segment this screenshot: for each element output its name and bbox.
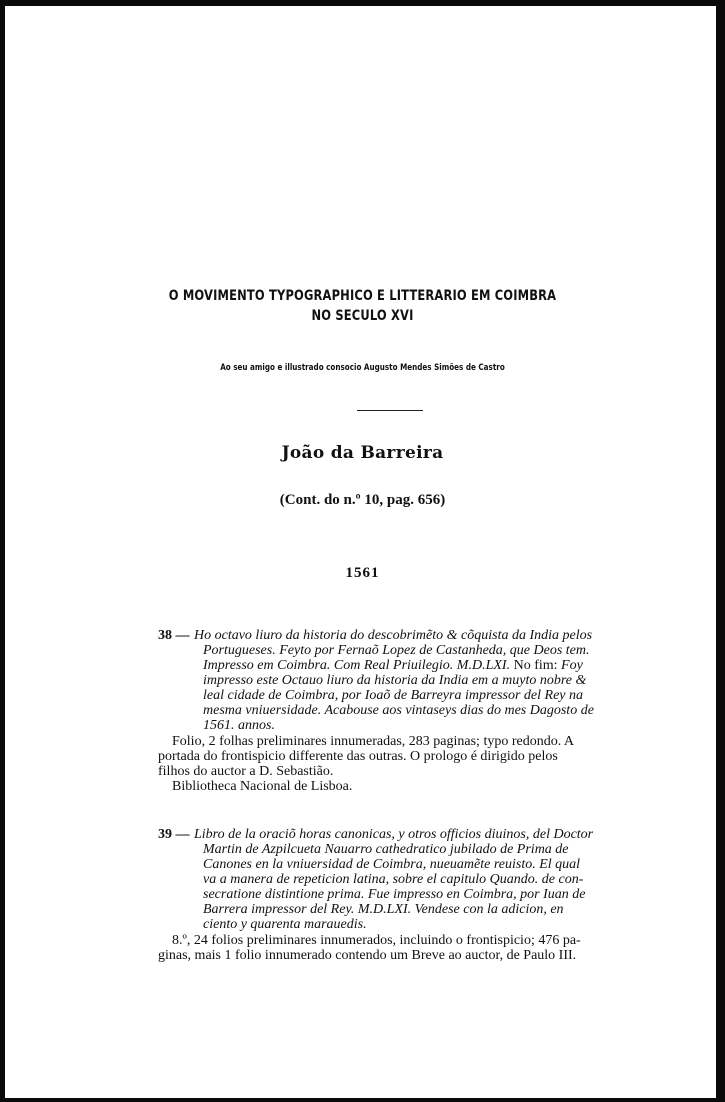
entry-title-segment: Foy <box>557 658 583 673</box>
entry-title-line: Libro de la oraciõ horas canonicas, y otros officios diuinos, del Doctor <box>194 827 594 842</box>
entry-title-line-mixed <box>203 658 583 673</box>
entry-title-line: Ho octavo liuro da historia do descobrimẽto & cõquista da India pelos <box>194 628 593 643</box>
entry-library-note: Bibliotheca Nacional de Lisboa. <box>172 779 353 794</box>
entry-title-line: ciento y quarenta marauedis. <box>203 917 367 932</box>
entry-title-line: Portugueses. Feyto por Fernaõ Lopez de Castanheda, que Deos tem. <box>203 643 590 658</box>
entry-description-line: portada do frontispicio differente das outras. O prologo é dirigido pelos <box>158 749 558 764</box>
dedication: Ao seu amigo e illustrado consocio Augusto Mendes Simões de Castro <box>220 363 505 373</box>
entry-description-line: Folio, 2 folhas preliminares innumeradas, 283 paginas; typo redondo. A <box>172 734 575 749</box>
continuation-note: (Cont. do n.º 10, pag. 656) <box>279 492 446 508</box>
entry-title-line: impresso este Octauo liuro da historia da India em a muyto nobre & <box>203 673 587 688</box>
entry-description-line: 8.º, 24 folios preliminares innumerados, incluindo o frontispicio; 476 pa- <box>172 933 581 948</box>
entry-inline-note: No fim: <box>510 658 558 673</box>
entry-title-line: Canones en la vniuersidad de Coimbra, nueuamẽte reuisto. El qual <box>203 857 581 872</box>
entry-title-line: Martin de Azpilcueta Nauarro cathedratico jubilado de Prima de <box>203 842 569 857</box>
entry-title-line: leal cidade de Coimbra, por Ioaõ de Barreyra impressor del Rey na <box>203 688 584 703</box>
entry-description-line: ginas, mais 1 folio innumerado contendo um Breve ao auctor, de Paulo III. <box>158 948 577 963</box>
title-line-2: NO SECULO XVI <box>311 308 414 324</box>
entry-title-line: mesma vniuersidade. Acabouse aos vintaseys dias do mes Dagosto de <box>203 703 594 718</box>
entry-number: 38 — <box>158 628 190 643</box>
author-heading: João da Barreira <box>281 443 444 463</box>
entry-title-line: Barrera impressor del Rey. M.D.LXI. Vendese con la adicion, en <box>203 902 564 917</box>
entry-title-segment: Impresso em Coimbra. Com Real Priuilegio. M.D.LXI. <box>203 658 511 673</box>
entry-description-line: filhos do auctor a D. Sebastião. <box>158 764 334 779</box>
entry-title-line: 1561. annos. <box>203 718 275 733</box>
year-heading: 1561 <box>345 565 380 581</box>
title-line-1: O MOVIMENTO TYPOGRAPHICO E LITTERARIO EM COIMBRA <box>168 288 557 304</box>
entry-number: 39 — <box>158 827 190 842</box>
divider-rule <box>357 410 423 411</box>
entry-title-line: secratione distintione prima. Fue impresso en Coimbra, por Iuan de <box>203 887 586 902</box>
entry-title-line: va a manera de repeticion latina, sobre el capitulo Quando. de con- <box>203 872 584 887</box>
